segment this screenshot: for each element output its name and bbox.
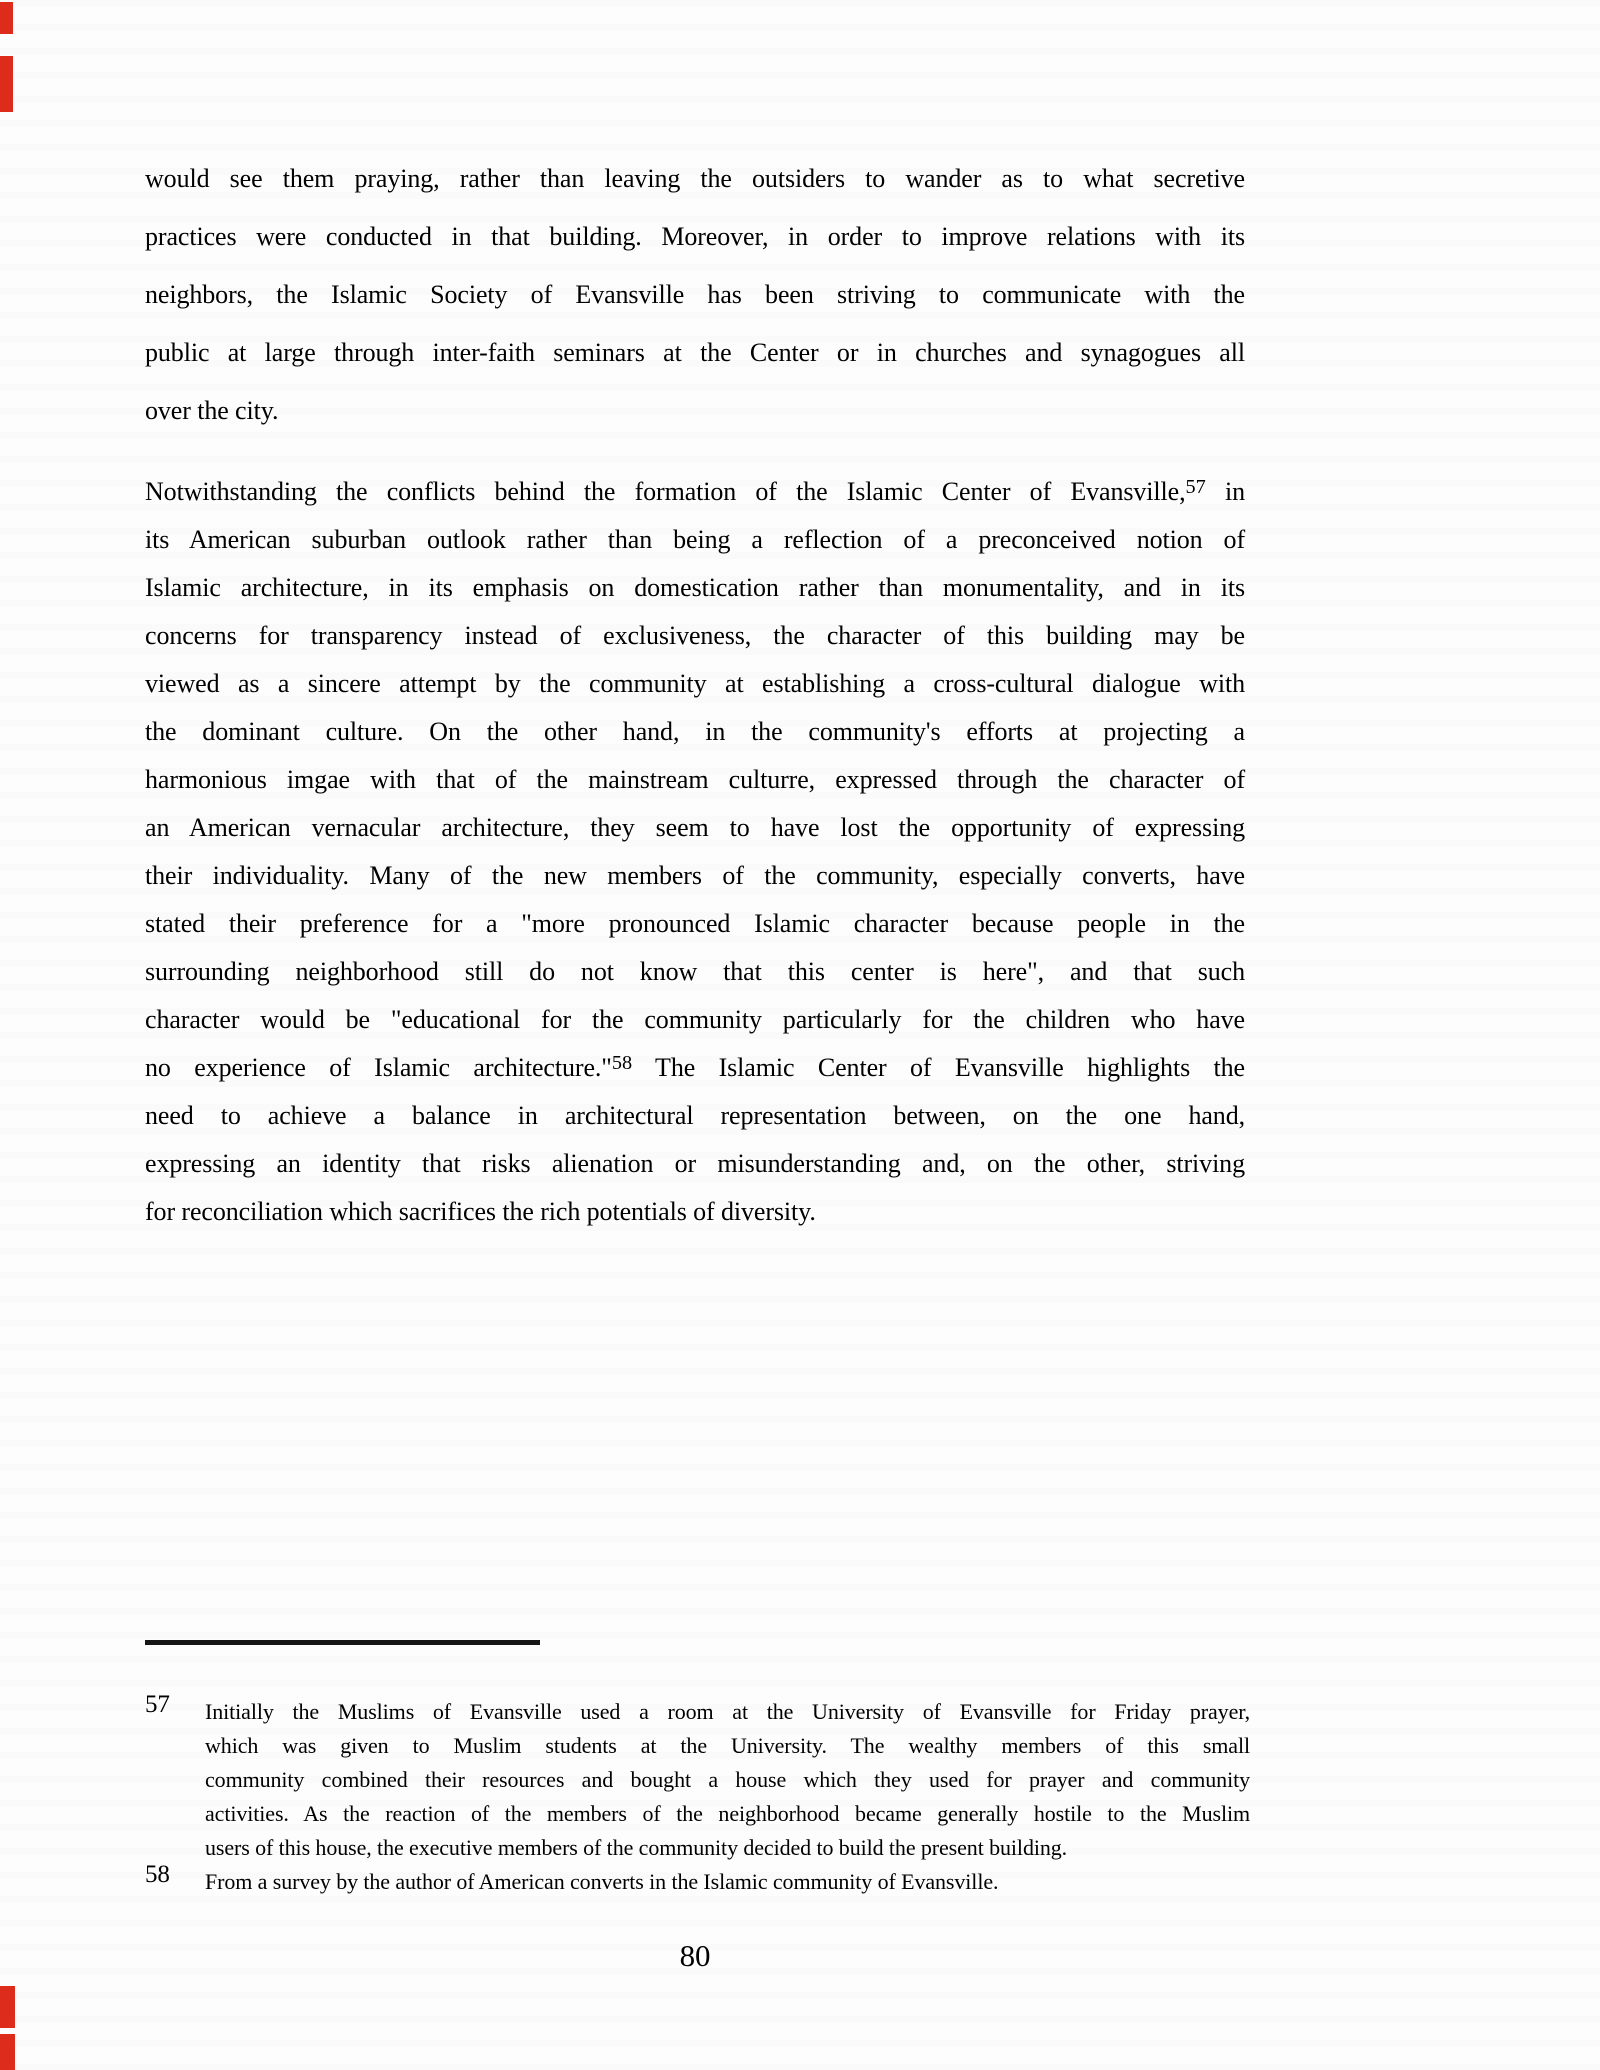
- text-line: viewed as a sincere attempt by the community at establishing a cross-cultural dialogue with: [145, 669, 1245, 698]
- text-line: the dominant culture. On the other hand, in the community's efforts at projecting a: [145, 717, 1245, 746]
- text-line: expressing an identity that risks alienation or misunderstanding and, on the other, striving: [145, 1149, 1245, 1178]
- paragraph-2: [145, 468, 1245, 1236]
- footnote-number: 57: [145, 1691, 170, 1718]
- scan-edge-mark: [0, 2, 13, 34]
- scan-edge-mark: [0, 56, 13, 112]
- text-line: which was given to Muslim students at the University. The wealthy members of this small: [205, 1733, 1250, 1758]
- text-line: their individuality. Many of the new members of the community, especially converts, have: [145, 861, 1245, 890]
- text-line: need to achieve a balance in architectural representation between, on the one hand,: [145, 1101, 1245, 1130]
- footnote-text: [205, 1865, 1250, 1899]
- text-segment: Notwithstanding the conflicts behind the formation of the Islamic Center of Evansville,: [145, 477, 1186, 506]
- footnote-text: [205, 1695, 1250, 1865]
- text-line: practices were conducted in that building. Moreover, in order to improve relations with its: [145, 222, 1245, 251]
- text-line: stated their preference for a "more pronounced Islamic character because people in the: [145, 909, 1245, 938]
- page-number: 80: [679, 1938, 711, 1973]
- text-line: [145, 1044, 1245, 1092]
- text-line: its American suburban outlook rather than being a reflection of a preconceived notion of: [145, 525, 1245, 554]
- footnote-57: [145, 1691, 1250, 1865]
- text-line: over the city.: [145, 396, 279, 425]
- page-body: [145, 150, 1250, 1973]
- text-segment: no experience of Islamic architecture.": [145, 1053, 612, 1082]
- text-line: would see them praying, rather than leaving the outsiders to wander as to what secretive: [145, 164, 1245, 193]
- text-segment: in: [1205, 477, 1245, 506]
- text-line: for reconciliation which sacrifices the rich potentials of diversity.: [145, 1197, 816, 1226]
- text-line: activities. As the reaction of the members of the neighborhood became generally hostile to the Muslim: [205, 1801, 1250, 1826]
- scan-edge-mark: [0, 2034, 15, 2070]
- paragraph-1: [145, 150, 1245, 440]
- text-line: concerns for transparency instead of exclusiveness, the character of this building may be: [145, 621, 1245, 650]
- text-segment: The Islamic Center of Evansville highlights the: [632, 1053, 1245, 1082]
- footnote-58: [145, 1861, 1250, 1899]
- text-line: public at large through inter-faith seminars at the Center or in churches and synagogues all: [145, 338, 1245, 367]
- footnote-separator: [145, 1640, 540, 1645]
- footnotes: [145, 1691, 1250, 1899]
- text-line: community combined their resources and bought a house which they used for prayer and community: [205, 1767, 1250, 1792]
- scan-edge-mark: [0, 1986, 15, 2028]
- text-line: an American vernacular architecture, they seem to have lost the opportunity of expressing: [145, 813, 1245, 842]
- footnote-ref: 57: [1185, 476, 1206, 498]
- footnote-number: 58: [145, 1861, 170, 1888]
- text-line: neighbors, the Islamic Society of Evansville has been striving to communicate with the: [145, 280, 1245, 309]
- text-line: From a survey by the author of American converts in the Islamic community of Evansville.: [205, 1869, 999, 1894]
- text-line: character would be "educational for the community particularly for the children who have: [145, 1005, 1245, 1034]
- text-line: surrounding neighborhood still do not know that this center is here", and that such: [145, 957, 1245, 986]
- text-line: users of this house, the executive members of the community decided to build the present building.: [205, 1835, 1068, 1860]
- text-line: harmonious imgae with that of the mainstream culturre, expressed through the character of: [145, 765, 1245, 794]
- text-line: [145, 468, 1245, 516]
- text-line: Islamic architecture, in its emphasis on domestication rather than monumentality, and in its: [145, 573, 1245, 602]
- text-line: Initially the Muslims of Evansville used a room at the University of Evansville for Friday prayer,: [205, 1699, 1250, 1724]
- footnote-ref: 58: [611, 1052, 633, 1074]
